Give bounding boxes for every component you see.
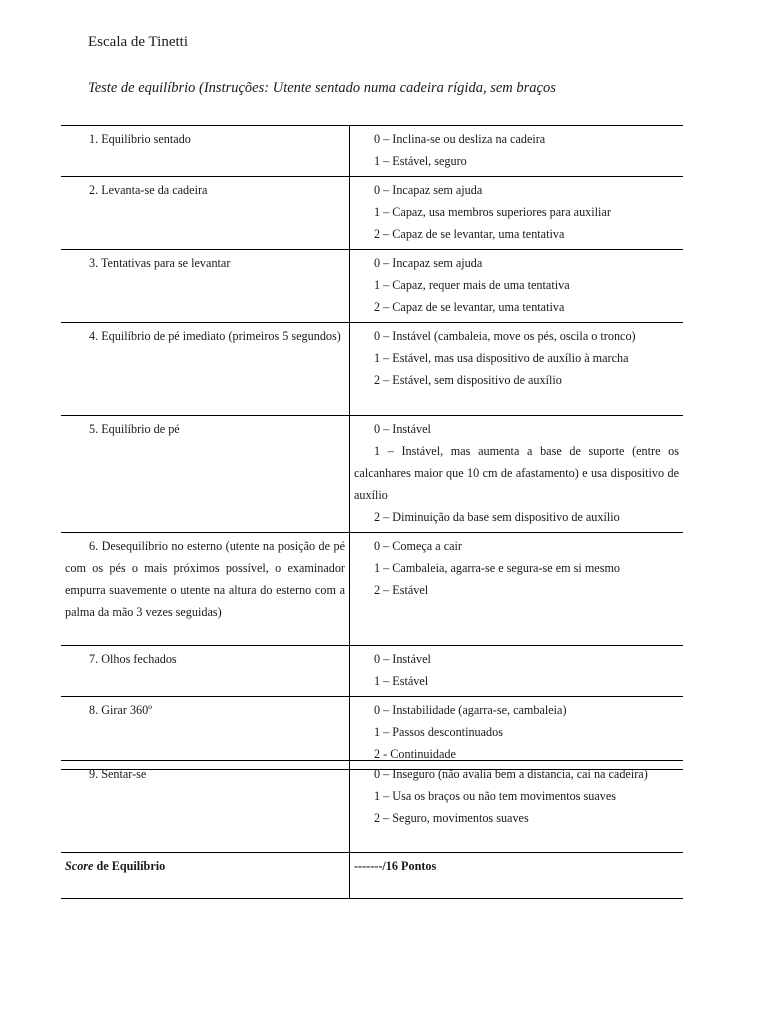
option-text: 2 – Capaz de se levantar, uma tentativa bbox=[374, 300, 565, 314]
option-text: 0 – Inseguro (não avalia bem a distancia, cai na cadeira) bbox=[374, 767, 648, 781]
option-text: 2 – Estável, sem dispositivo de auxílio bbox=[374, 373, 562, 387]
options-cell bbox=[350, 646, 684, 697]
option-text: 2 – Seguro, movimentos suaves bbox=[374, 811, 529, 825]
table-row bbox=[61, 323, 683, 416]
item-cell bbox=[61, 323, 350, 416]
option-text: 1 – Estável, seguro bbox=[374, 154, 467, 168]
option-text: 2 – Estável bbox=[374, 583, 429, 597]
score-row bbox=[61, 853, 683, 899]
item-label: 1. Equilíbrio sentado bbox=[89, 132, 191, 146]
option-text: 2 – Capaz de se levantar, uma tentativa bbox=[374, 227, 565, 241]
option-text: 0 – Instabilidade (agarra-se, cambaleia) bbox=[374, 703, 567, 717]
option-text: 1 – Instável, mas aumenta a base de suporte (entre os calcanhares maior que 10 cm de afastamento) e usa dispositivo de auxílio bbox=[354, 444, 679, 502]
option-text: 1 – Capaz, usa membros superiores para auxiliar bbox=[374, 205, 611, 219]
table-row bbox=[61, 126, 683, 177]
option-text: 1 – Passos descontinuados bbox=[374, 725, 503, 739]
score-label-italic: Score bbox=[65, 859, 94, 873]
sit-down-score-table bbox=[61, 760, 683, 899]
option-text: 2 – Diminuição da base sem dispositivo de auxílio bbox=[374, 510, 620, 524]
option-text: 0 – Incapaz sem ajuda bbox=[374, 183, 483, 197]
option-text: 0 – Começa a cair bbox=[374, 539, 462, 553]
item-label: 7. Olhos fechados bbox=[89, 652, 177, 666]
item-label: 4. Equilíbrio de pé imediato (primeiros 5 segundos) bbox=[89, 329, 341, 343]
options-cell bbox=[350, 323, 684, 416]
table-row bbox=[61, 533, 683, 646]
item-cell bbox=[61, 646, 350, 697]
option-text: 0 – Incapaz sem ajuda bbox=[374, 256, 483, 270]
item-cell bbox=[61, 533, 350, 646]
item-label: 5. Equilíbrio de pé bbox=[89, 422, 180, 436]
test-subtitle: Teste de equilíbrio (Instruções: Utente sentado numa cadeira rígida, sem braços bbox=[88, 80, 556, 96]
option-text: 1 – Estável bbox=[374, 674, 429, 688]
options-cell bbox=[350, 250, 684, 323]
options-cell bbox=[350, 697, 684, 770]
options-cell bbox=[350, 533, 684, 646]
option-text: 0 – Instável bbox=[374, 652, 431, 666]
option-text: 1 – Capaz, requer mais de uma tentativa bbox=[374, 278, 570, 292]
option-text: 1 – Usa os braços ou não tem movimentos suaves bbox=[374, 789, 617, 803]
item-cell bbox=[61, 761, 350, 853]
item-label: 6. Desequilíbrio no esterno (utente na posição de pé com os pés o mais próximos possível, o examinador empurra suavemente o utente na altura do esterno com a palma da mão 3 vezes seguidas) bbox=[65, 539, 345, 619]
table-row bbox=[61, 416, 683, 533]
table-row bbox=[61, 177, 683, 250]
item-cell bbox=[61, 697, 350, 770]
options-cell bbox=[350, 177, 684, 250]
item-cell bbox=[61, 250, 350, 323]
table-row bbox=[61, 697, 683, 770]
option-text: 0 – Inclina-se ou desliza na cadeira bbox=[374, 132, 546, 146]
score-value: -------/16 Pontos bbox=[354, 859, 437, 873]
balance-test-table bbox=[61, 125, 683, 770]
item-cell bbox=[61, 177, 350, 250]
score-label bbox=[61, 853, 350, 899]
item-label: 9. Sentar-se bbox=[89, 767, 147, 781]
table-row bbox=[61, 761, 683, 853]
option-text: 1 – Estável, mas usa dispositivo de auxílio à marcha bbox=[374, 351, 629, 365]
option-text: 1 – Cambaleia, agarra-se e segura-se em si mesmo bbox=[374, 561, 621, 575]
item-cell bbox=[61, 416, 350, 533]
option-text: 0 – Instável (cambaleia, move os pés, oscila o tronco) bbox=[374, 329, 636, 343]
item-cell bbox=[61, 126, 350, 177]
item-label: 2. Levanta-se da cadeira bbox=[89, 183, 208, 197]
item-label: 3. Tentativas para se levantar bbox=[89, 256, 231, 270]
options-cell bbox=[350, 761, 684, 853]
document-title: Escala de Tinetti bbox=[88, 34, 188, 50]
table-row bbox=[61, 646, 683, 697]
option-text: 0 – Instável bbox=[374, 422, 431, 436]
options-cell bbox=[350, 126, 684, 177]
table-row bbox=[61, 250, 683, 323]
option-text: 2 - Continuidade bbox=[374, 747, 456, 761]
item-label: 8. Girar 360º bbox=[89, 703, 153, 717]
score-label-rest: de Equilíbrio bbox=[93, 859, 166, 873]
options-cell bbox=[350, 416, 684, 533]
